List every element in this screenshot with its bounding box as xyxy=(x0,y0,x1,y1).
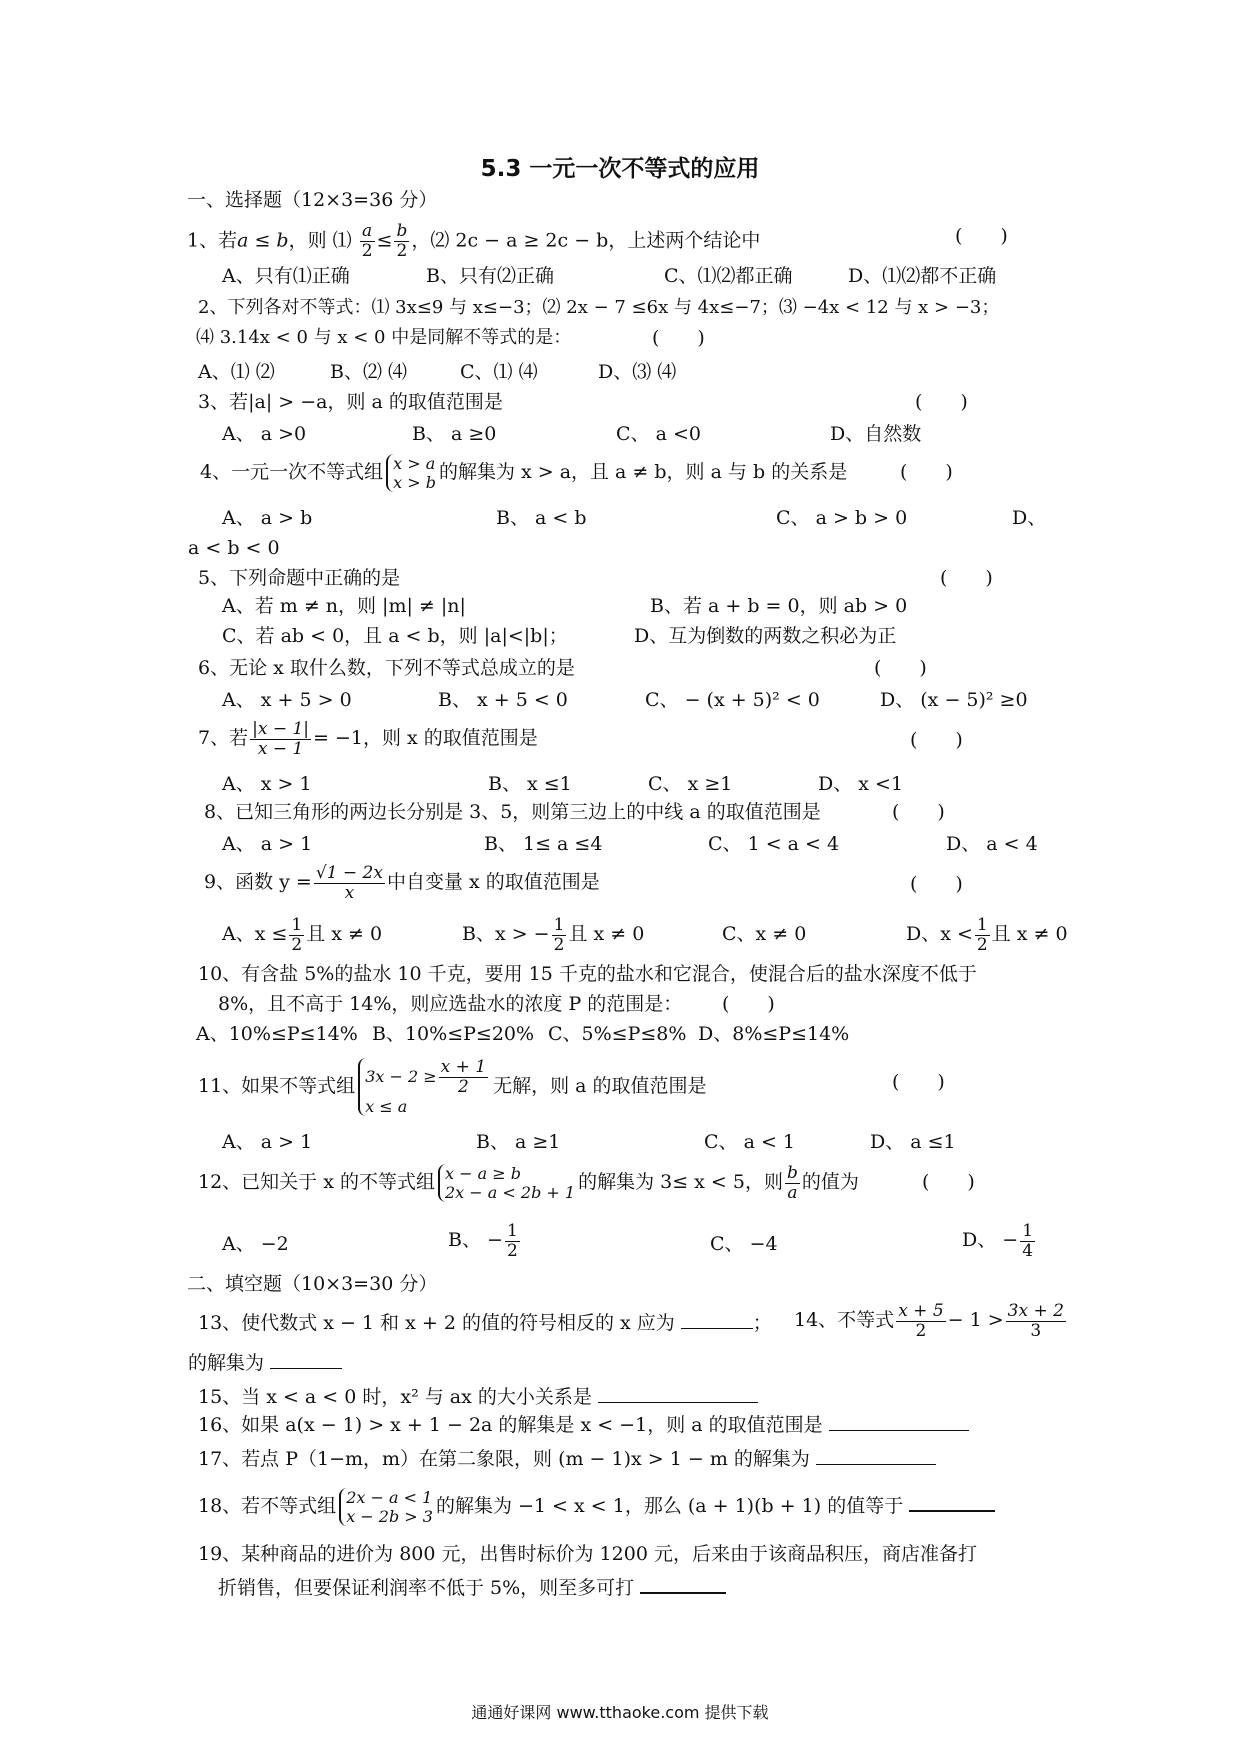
q1-answer-paren[interactable]: ( ) xyxy=(955,225,1008,247)
q14-pre: 14、不等式 xyxy=(794,1309,895,1331)
page-title: 5.3 一元一次不等式的应用 xyxy=(480,156,760,182)
q11-sys-line2: x ≤ a xyxy=(365,1097,408,1116)
q1-num: 1、若 xyxy=(187,229,238,252)
q14-frac-1 xyxy=(896,1302,945,1341)
q18-pre: 18、若不等式组 xyxy=(198,1495,337,1517)
q19-line1: 19、某种商品的进价为 800 元，出售时标价为 1200 元，后来由于该商品积压，商店准备打 xyxy=(198,1543,977,1565)
q4-answer-paren[interactable]: ( ) xyxy=(900,461,953,483)
q11-option-d[interactable]: D、 a ≤1 xyxy=(870,1131,956,1153)
q7-option-c[interactable]: C、 x ≥1 xyxy=(648,773,733,795)
q18-post: 的解集为 −1 < x < 1，那么 (a + 1)(b + 1) 的值等于 xyxy=(435,1495,904,1517)
q6-option-a[interactable]: A、 x + 5 > 0 xyxy=(222,689,352,711)
q3-option-a[interactable]: A、 a >0 xyxy=(222,423,307,445)
question-17 xyxy=(198,1446,936,1471)
q15-text: 15、当 x < a < 0 时，x² 与 ax 的大小关系是 xyxy=(198,1386,592,1408)
q12-option-b-frac xyxy=(505,1222,520,1261)
q12-option-d-num: 1 xyxy=(1022,1220,1034,1241)
q12-pre: 12、已知关于 x 的不等式组 xyxy=(198,1171,435,1193)
q10-option-c[interactable]: C、5%≤P≤8% xyxy=(548,1023,687,1045)
q1-frac-b-den: 2 xyxy=(396,241,408,261)
q7-option-d[interactable]: D、 x <1 xyxy=(818,773,904,795)
q15-answer-blank[interactable] xyxy=(598,1384,758,1403)
q5-option-c[interactable]: C、若 ab < 0，且 a < b，则 |a|<|b|； xyxy=(222,625,568,647)
q14-frac-1-num: x + 5 xyxy=(898,1300,944,1321)
q9-option-c[interactable]: C、x ≠ 0 xyxy=(722,923,807,945)
q9-answer-paren[interactable]: ( ) xyxy=(910,873,963,895)
q11-pre: 11、如果不等式组 xyxy=(198,1075,356,1097)
q8-option-a[interactable]: A、 a > 1 xyxy=(222,833,313,855)
q9-option-b-num: 1 xyxy=(553,914,565,935)
q12-option-b[interactable] xyxy=(448,1220,522,1261)
q2-option-b[interactable]: B、⑵ ⑷ xyxy=(330,361,408,383)
q6-text: 6、无论 x 取什么数，下列不等式总成立的是 xyxy=(198,657,575,679)
q10-answer-paren[interactable]: ( ) xyxy=(722,993,775,1015)
q14-frac-2 xyxy=(1006,1302,1066,1341)
q2-option-a[interactable]: A、⑴ ⑵ xyxy=(198,361,275,383)
section-fill-heading: 二、填空题（10×3=30 分） xyxy=(187,1273,438,1295)
q6-option-d[interactable]: D、 (x − 5)² ≥0 xyxy=(880,689,1028,711)
q2-line1: 2、下列各对不等式：⑴ 3x≤9 与 x≤−3；⑵ 2x − 7 ≤6x 与 4x≤−7；⑶ −4x < 12 与 x > −3； xyxy=(198,297,1000,318)
q14-frac-2-den: 3 xyxy=(1030,1320,1042,1341)
q1-option-c[interactable]: C、⑴⑵都正确 xyxy=(664,265,793,287)
q10-line1: 10、有含盐 5%的盐水 10 千克，要用 15 千克的盐水和它混合，使混合后的盐水深度不低于 xyxy=(198,963,977,985)
question-18 xyxy=(198,1484,995,1528)
q8-option-d[interactable]: D、 a < 4 xyxy=(946,833,1038,855)
q9-frac-den: x xyxy=(344,882,355,903)
q3-option-c[interactable]: C、 a <0 xyxy=(616,423,701,445)
q5-option-a[interactable]: A、若 m ≠ n，则 |m| ≠ |n| xyxy=(222,595,466,617)
q8-option-b[interactable]: B、 1≤ a ≤4 xyxy=(484,833,603,855)
q17-text: 17、若点 P（1−m，m）在第二象限，则 (m − 1)x > 1 − m 的解集为 xyxy=(198,1448,810,1470)
q2-line2: ⑷ 3.14x < 0 与 x < 0 中是同解不等式的是： xyxy=(196,327,572,348)
question-11 xyxy=(198,1058,707,1116)
q9-post: 中自变量 x 的取值范围是 xyxy=(386,871,600,893)
q1-le: ≤ xyxy=(376,229,393,252)
q2-option-d[interactable]: D、⑶ ⑷ xyxy=(598,361,677,383)
q11-option-b[interactable]: B、 a ≥1 xyxy=(476,1131,561,1153)
q9-frac xyxy=(314,864,385,903)
q11-post: 无解，则 a 的取值范围是 xyxy=(493,1075,707,1097)
q17-answer-blank[interactable] xyxy=(816,1446,936,1465)
q9-option-a-pre: A、x ≤ xyxy=(222,923,288,945)
q9-option-b-den: 2 xyxy=(553,934,565,955)
q12-option-b-num: 1 xyxy=(506,1220,518,1241)
q9-option-b-frac xyxy=(552,916,567,955)
question-14 xyxy=(794,1298,1068,1342)
q1-frac-b-num: b xyxy=(396,221,408,241)
q2-answer-paren[interactable]: ( ) xyxy=(652,327,705,349)
q16-answer-blank[interactable] xyxy=(829,1412,969,1431)
q12-frac-den: a xyxy=(787,1182,798,1203)
q18-sys-line2: x − 2b > 3 xyxy=(346,1507,433,1526)
q13-sep: ； xyxy=(752,1312,772,1334)
q9-option-b-pre: B、x > − xyxy=(462,923,550,945)
q7-frac xyxy=(250,720,311,759)
q2-option-c[interactable]: C、⑴ ⑷ xyxy=(460,361,538,383)
q4-option-b[interactable]: B、 a < b xyxy=(496,507,587,529)
question-13 xyxy=(198,1310,772,1335)
q1-frac-b xyxy=(394,222,409,261)
q9-option-a-frac xyxy=(289,916,304,955)
q12-option-d[interactable] xyxy=(962,1220,1037,1261)
q11-sys-frac xyxy=(439,1058,488,1097)
q9-option-b-tail: 且 x ≠ 0 xyxy=(568,923,645,945)
q11-system xyxy=(358,1058,490,1116)
q4-pre: 4、一元一次不等式组 xyxy=(200,461,384,483)
q12-post: 的值为 xyxy=(801,1171,859,1193)
question-12 xyxy=(198,1160,859,1204)
q3-option-b[interactable]: B、 a ≥0 xyxy=(412,423,497,445)
q12-frac-num: b xyxy=(786,1162,798,1183)
q4-post: 的解集为 x > a，且 a ≠ b，则 a 与 b 的关系是 xyxy=(438,461,848,483)
q1-mid1: ，则 ⑴ xyxy=(288,229,352,252)
q9-option-d-num: 1 xyxy=(976,914,988,935)
q9-option-d-den: 2 xyxy=(976,934,988,955)
q12-mid: 的解集为 3≤ x < 5，则 xyxy=(578,1171,783,1193)
q13-text: 13、使代数式 x − 1 和 x + 2 的值的符号相反的 x 应为 xyxy=(198,1312,675,1334)
q6-option-b[interactable]: B、 x + 5 < 0 xyxy=(438,689,568,711)
q16-text: 16、如果 a(x − 1) > x + 1 − 2a 的解集是 x < −1，则 a 的取值范围是 xyxy=(198,1414,823,1436)
q1-frac-a-num: a xyxy=(360,222,375,242)
q1-option-d[interactable]: D、⑴⑵都不正确 xyxy=(848,265,997,287)
q10-option-a[interactable]: A、10%≤P≤14% xyxy=(196,1023,358,1045)
q12-sys-line2: 2x − a < 2b + 1 xyxy=(444,1183,576,1202)
q9-option-a[interactable] xyxy=(222,914,382,955)
q14-frac-2-num: 3x + 2 xyxy=(1007,1300,1064,1321)
q5-text: 5、下列命题中正确的是 xyxy=(198,567,401,589)
q8-option-c[interactable]: C、 1 < a < 4 xyxy=(708,833,840,855)
q9-option-d-frac xyxy=(975,916,990,955)
q11-sys-frac-num: x + 1 xyxy=(440,1057,487,1077)
q10-line2: 8%，且不高于 14%，则应选盐水的浓度 P 的范围是： xyxy=(218,993,683,1015)
q12-option-b-pre: B、 − xyxy=(448,1229,503,1251)
q18-system xyxy=(339,1488,433,1526)
q12-option-d-den: 4 xyxy=(1022,1240,1034,1261)
q10-option-b[interactable]: B、10%≤P≤20% xyxy=(372,1023,535,1045)
q3-answer-paren[interactable]: ( ) xyxy=(915,391,968,413)
question-15 xyxy=(198,1384,758,1409)
q7-frac-den: x − 1 xyxy=(257,738,304,759)
q1-option-a[interactable]: A、只有⑴正确 xyxy=(222,265,350,287)
q11-sys-line1 xyxy=(365,1058,490,1097)
q18-answer-blank[interactable] xyxy=(909,1492,995,1512)
q9-option-a-den: 2 xyxy=(291,934,303,955)
section-choice-heading: 一、选择题（12×3=36 分） xyxy=(187,189,438,211)
footer-source: 通通好课网 www.tthaoke.com 提供下载 xyxy=(471,1703,769,1722)
q7-post: = −1，则 x 的取值范围是 xyxy=(313,727,538,749)
q1-cond: a ≤ b xyxy=(237,229,289,252)
q9-option-d-tail: 且 x ≠ 0 xyxy=(991,923,1068,945)
q1-option-b[interactable]: B、只有⑵正确 xyxy=(426,265,554,287)
q12-frac xyxy=(785,1164,800,1203)
q12-option-c[interactable]: C、 −4 xyxy=(710,1233,778,1255)
q12-option-b-den: 2 xyxy=(506,1240,518,1261)
q3-option-d[interactable]: D、自然数 xyxy=(830,423,922,445)
q19-line2: 折销售，但要保证利润率不低于 5%，则至多可打 xyxy=(218,1577,635,1599)
q5-option-b[interactable]: B、若 a + b = 0，则 ab > 0 xyxy=(650,595,908,617)
q14-answer-blank[interactable] xyxy=(270,1350,342,1369)
q11-answer-paren[interactable]: ( ) xyxy=(892,1071,945,1093)
q9-option-a-num: 1 xyxy=(291,914,303,935)
q14-frac-1-den: 2 xyxy=(915,1320,927,1341)
q18-sys-line1: 2x − a < 1 xyxy=(346,1488,433,1507)
q4-option-a[interactable]: A、 a > b xyxy=(222,507,313,529)
q11-option-a[interactable]: A、 a > 1 xyxy=(222,1131,313,1153)
q12-option-a[interactable]: A、 −2 xyxy=(222,1233,289,1255)
question-4 xyxy=(200,452,847,492)
q12-sys-line1: x − a ≥ b xyxy=(444,1164,521,1183)
q4-sys-line2: x > b xyxy=(393,473,436,492)
q6-option-c[interactable]: C、 − (x + 5)² < 0 xyxy=(645,689,820,711)
q19-line2-row xyxy=(218,1574,726,1600)
q4-option-d[interactable]: D、 xyxy=(1012,507,1047,529)
q5-answer-paren[interactable]: ( ) xyxy=(940,567,993,589)
q7-frac-num: |x − 1| xyxy=(252,718,310,739)
q3-text: 3、若|a| > −a，则 a 的取值范围是 xyxy=(198,391,503,413)
q12-option-d-frac xyxy=(1020,1222,1035,1261)
question-1 xyxy=(187,222,760,261)
q4-sys-line1: x > a xyxy=(393,454,436,473)
q8-text: 8、已知三角形的两边长分别是 3、5，则第三边上的中线 a 的取值范围是 xyxy=(204,801,821,823)
q9-option-b[interactable] xyxy=(462,914,644,955)
question-16 xyxy=(198,1412,969,1437)
q19-answer-blank[interactable] xyxy=(640,1574,726,1594)
q9-pre: 9、函数 y = xyxy=(204,871,312,893)
question-9 xyxy=(204,862,600,903)
q5-option-d[interactable]: D、互为倒数的两数之积必为正 xyxy=(634,625,897,647)
q11-sys-frac-den: 2 xyxy=(457,1077,469,1097)
q13-answer-blank[interactable] xyxy=(681,1310,753,1329)
q1-frac-a-den: 2 xyxy=(361,241,373,261)
q12-answer-paren[interactable]: ( ) xyxy=(922,1171,975,1193)
q4-option-d-value: a < b < 0 xyxy=(188,537,280,559)
q1-mid2: ，⑵ 2c − a ≥ 2c − b，上述两个结论中 xyxy=(411,229,761,252)
q14-wrap xyxy=(188,1350,342,1375)
q9-option-d[interactable] xyxy=(906,914,1068,955)
q12-system xyxy=(438,1164,575,1202)
q7-pre: 7、若 xyxy=(198,727,249,749)
q4-option-c[interactable]: C、 a > b > 0 xyxy=(776,507,908,529)
q7-option-b[interactable]: B、 x ≤1 xyxy=(488,773,572,795)
q1-frac-a xyxy=(360,222,375,261)
q7-option-a[interactable]: A、 x > 1 xyxy=(222,773,312,795)
q8-answer-paren[interactable]: ( ) xyxy=(892,801,945,823)
q6-answer-paren[interactable]: ( ) xyxy=(874,657,927,679)
q9-option-a-tail: 且 x ≠ 0 xyxy=(306,923,383,945)
q9-option-d-pre: D、x < xyxy=(906,923,973,945)
q7-answer-paren[interactable]: ( ) xyxy=(910,729,963,751)
question-7 xyxy=(198,718,538,759)
q10-option-d[interactable]: D、8%≤P≤14% xyxy=(698,1023,850,1045)
q11-option-c[interactable]: C、 a < 1 xyxy=(704,1131,795,1153)
q11-sys-line1-lhs: 3x − 2 ≥ xyxy=(365,1067,437,1086)
q12-option-d-pre: D、 − xyxy=(962,1229,1019,1251)
q14-wrap-text: 的解集为 xyxy=(188,1352,265,1374)
q4-system xyxy=(386,454,436,492)
q9-frac-num: √1 − 2x xyxy=(315,862,383,883)
q14-mid: − 1 > xyxy=(947,1309,1004,1331)
